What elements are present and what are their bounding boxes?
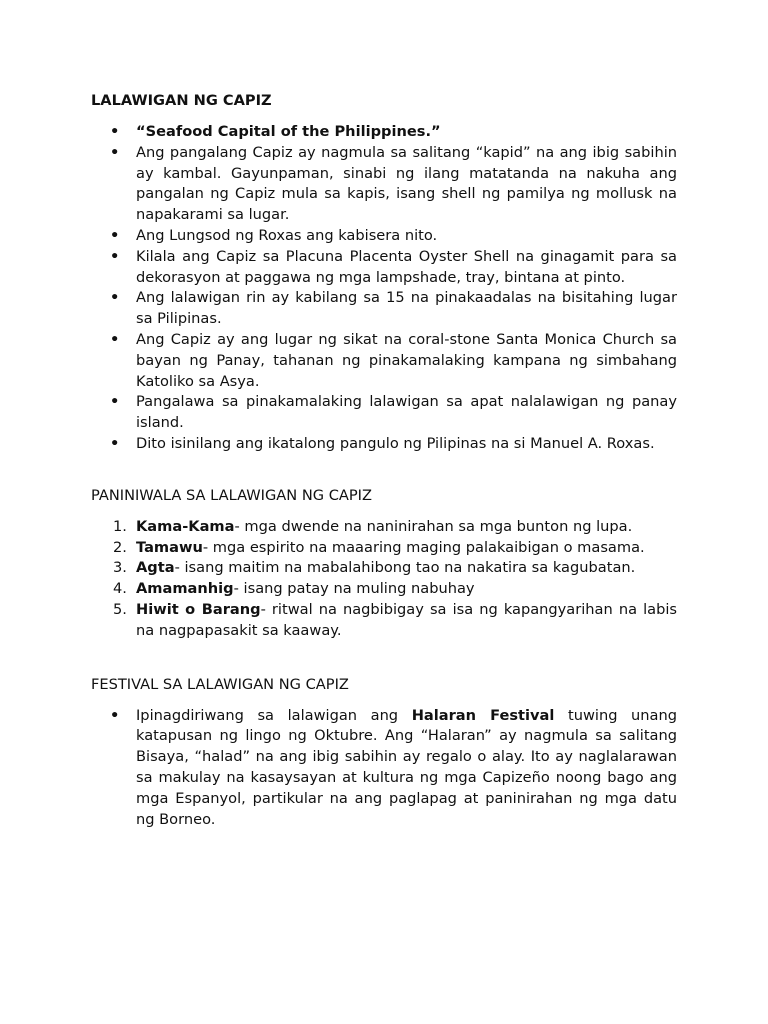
list-number: 4. [113,580,127,598]
belief-desc: - ritwal na nagbibigay sa isa ng kapangyarihan na labis na nagpapasakit sa kaaway. [136,600,677,639]
list-item: • Ang lalawigan rin ay kabilang sa 15 na pinakaadalas na bisitahing lugar sa Pilipinas. [91,288,677,330]
list-item: • Ang Lungsod ng Roxas ang kabisera nito. [91,226,677,247]
list-item [91,122,677,143]
belief-desc: - mga espirito na maaaring maging palakaibigan o masama. [202,538,645,556]
list-item: • Kilala ang Capiz sa Placuna Placenta Oyster Shell na ginagamit para sa dekorasyon at paggawa ng mga lampshade, tray, bintana at pinto. [91,247,677,289]
list-item [91,538,677,559]
festival-name: Halaran Festival [411,706,555,724]
belief-desc: - mga dwende na naninirahan sa mga bunton ng lupa. [234,517,633,535]
list-item [91,517,677,538]
list-item: • Ang pangalang Capiz ay nagmula sa salitang “kapid” na ang ibig sabihin ay kambal. Gayunpaman, sinabi ng ilang matatanda na nakuha ang pangalan ng Capiz mula sa kapis, isang shell ng pamilya ng mollusk na napakarami sa lugar. [91,143,677,226]
belief-term: Tamawu [136,538,203,556]
list-item: • Dito isinilang ang ikatalong pangulo ng Pilipinas na si Manuel A. Roxas. [91,434,677,455]
slogan-text: “Seafood Capital of the Philippines.” [136,123,441,140]
section-title-capiz: LALAWIGAN NG CAPIZ [91,92,272,109]
belief-desc: - isang patay na muling nabuhay [233,580,475,598]
list-item [91,600,677,642]
list-item [91,579,677,600]
festival-list [91,706,677,831]
list-number: 5. [113,600,127,618]
belief-term: Amamanhig [136,580,234,598]
belief-term: Hiwit o Barang [136,600,261,618]
list-number: 3. [113,559,127,577]
section-title-festival: FESTIVAL SA LALAWIGAN NG CAPIZ [91,675,349,693]
list-item [91,558,677,579]
section-title-beliefs: PANINIWALA SA LALAWIGAN NG CAPIZ [91,486,372,504]
list-number: 2. [113,538,127,556]
document-page [91,90,677,830]
list-item: • Ang Capiz ay ang lugar ng sikat na coral-stone Santa Monica Church sa bayan ng Panay, tahanan ng pinakamalaking kampana ng simbahang Katoliko sa Asya. [91,330,677,392]
list-item: • Pangalawa sa pinakamalaking lalawigan sa apat nalalawigan ng panay island. [91,392,677,434]
capiz-facts-list [91,122,677,455]
list-number: 1. [113,517,127,535]
belief-term: Agta [136,559,175,577]
festival-text-after: tuwing unang katapusan ng lingo ng Oktubre. Ang “Halaran” ay nagmula sa salitang Bisaya, “halad” na ang ibig sabihin ay regalo o alay. Ito ay naglalarawan sa makulay na kasaysayan at kultura ng mga Capizeño noong bago ang mga Espanyol, partikular na ang paglapag at paninirahan ng mga datu ng Borneo. [136,706,678,828]
belief-term: Kama-Kama [136,517,235,535]
festival-text-before: Ipinagdiriwang sa lalawigan ang [136,706,412,724]
beliefs-list [91,517,677,642]
list-item [91,706,677,831]
belief-desc: - isang maitim na mabalahibong tao na nakatira sa kagubatan. [174,559,636,577]
